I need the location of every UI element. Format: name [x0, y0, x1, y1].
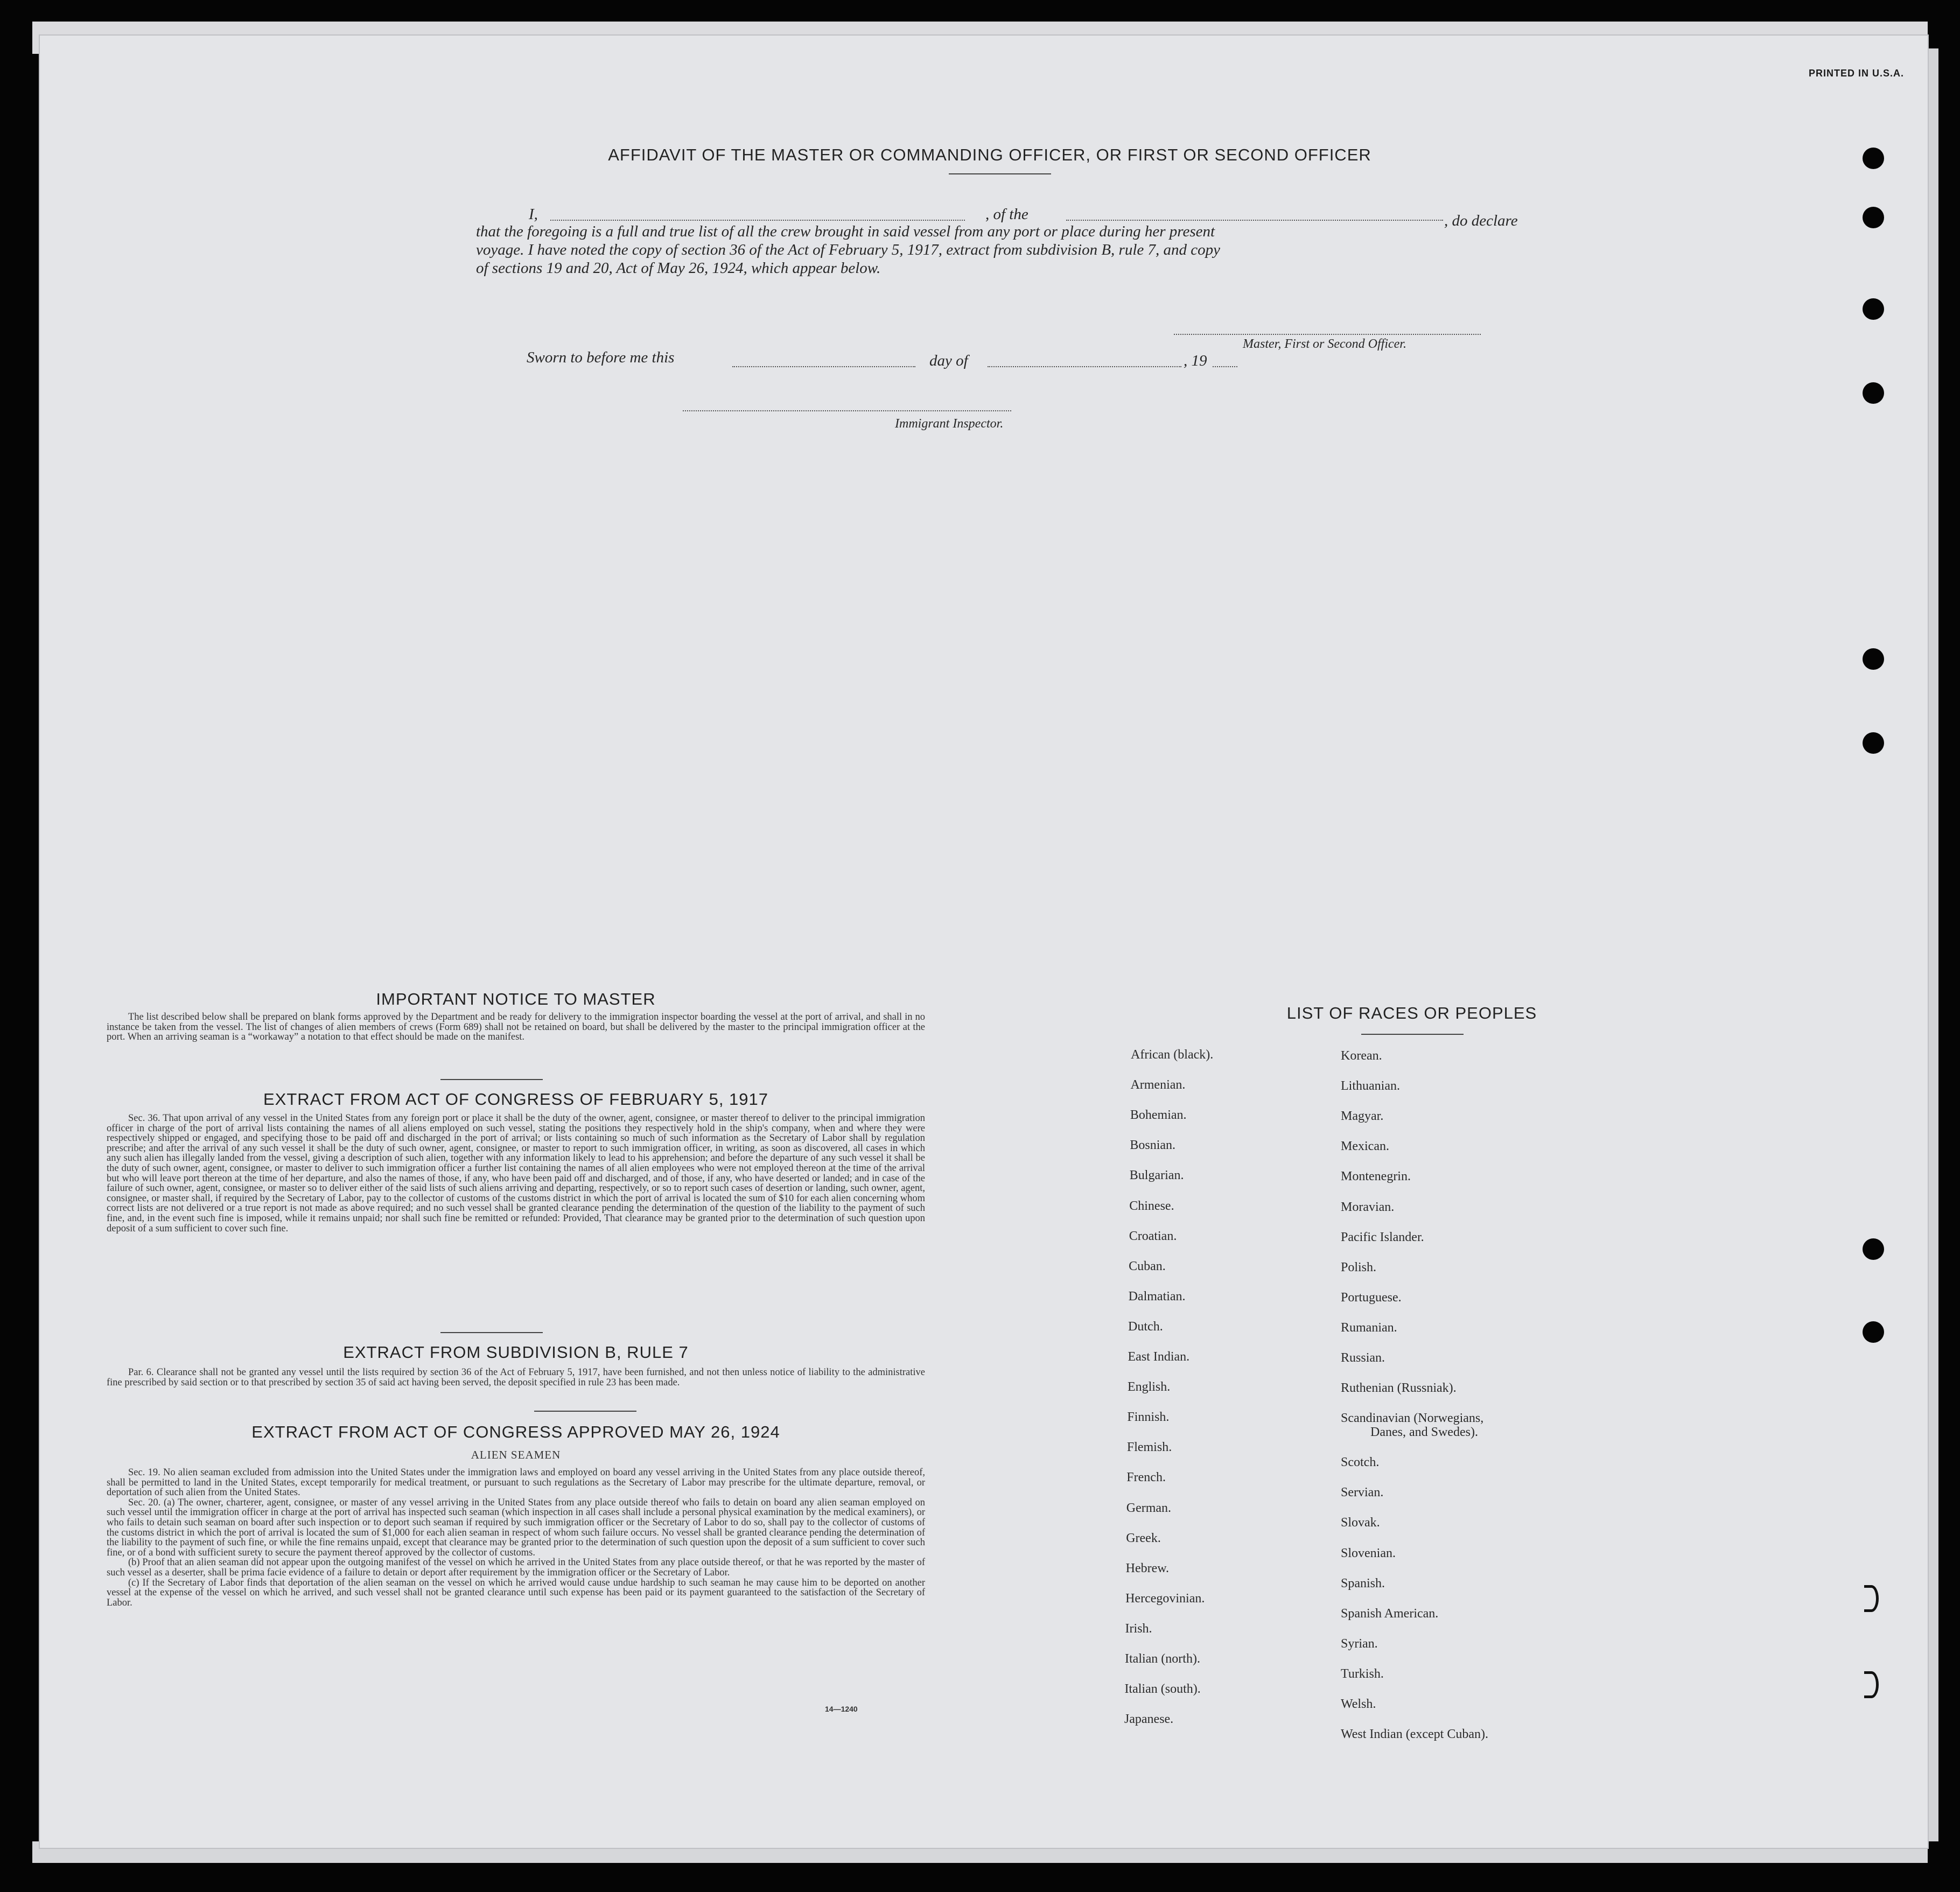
- race-item: Japanese.: [1124, 1712, 1174, 1727]
- race-item: Syrian.: [1341, 1636, 1378, 1651]
- extract-1917-text: [107, 1113, 925, 1234]
- affidavit-line-3: of sections 19 and 20, Act of May 26, 1924, which appear below.: [476, 260, 881, 277]
- race-item: English.: [1127, 1380, 1171, 1395]
- section-20b-paragraph: (b) Proof that an alien seaman did not appear upon the outgoing manifest of the vessel on which he arrived in the United States from any place outside thereof, or that he was reported by the master of such vessel as a deserter, shall be prima facie evidence of a failure to detain or deport after requirement by the immigration officer or the Secretary of Labor.: [107, 1557, 925, 1578]
- race-item: Portuguese.: [1341, 1290, 1402, 1305]
- race-item: Korean.: [1341, 1049, 1382, 1063]
- race-item: Italian (north).: [1125, 1652, 1200, 1666]
- race-item: Turkish.: [1341, 1666, 1384, 1681]
- race-item: Rumanian.: [1341, 1320, 1397, 1335]
- manifest-page: [39, 34, 1929, 1849]
- printed-in-usa-mark: PRINTED IN U.S.A.: [1808, 68, 1904, 79]
- races-title: LIST OF RACES OR PEOPLES: [1286, 1004, 1537, 1022]
- race-item: West Indian (except Cuban).: [1341, 1727, 1488, 1742]
- rule-7-title: EXTRACT FROM SUBDIVISION B, RULE 7: [343, 1343, 689, 1362]
- inspector-signature-line[interactable]: [683, 410, 1011, 411]
- race-item: Bohemian.: [1130, 1108, 1187, 1123]
- race-item: Cuban.: [1129, 1259, 1166, 1273]
- race-item: Magyar.: [1341, 1109, 1384, 1124]
- race-item: Danes, and Swedes).: [1370, 1425, 1478, 1440]
- notice-title: IMPORTANT NOTICE TO MASTER: [376, 990, 656, 1008]
- section-19-paragraph: Sec. 19. No alien seaman excluded from admission into the United States under the immigration laws and employed on board any vessel arriving in the United States from any place outside thereof, shall be permitted to land in the United States, except temporarily for medical treatment, or pursuant to such regulations as the Secretary of Labor may prescribe for the ultimate departure, removal, or deportation of such alien from the United States.: [107, 1467, 925, 1498]
- race-item: Hercegovinian.: [1125, 1591, 1205, 1606]
- affidavit-of-the: , of the: [985, 206, 1028, 223]
- race-item: Dutch.: [1128, 1319, 1163, 1334]
- race-item: Greek.: [1126, 1531, 1161, 1545]
- race-item: Lithuanian.: [1341, 1079, 1400, 1094]
- extract-1924-title: EXTRACT FROM ACT OF CONGRESS APPROVED MAY 26, 1924: [251, 1422, 780, 1441]
- binder-hole-icon: [1863, 732, 1884, 754]
- race-item: Chinese.: [1129, 1199, 1174, 1213]
- race-item: Bulgarian.: [1129, 1168, 1184, 1183]
- binder-hole-icon: [1863, 1238, 1884, 1260]
- notice-rule: [440, 1079, 543, 1080]
- race-item: Irish.: [1125, 1621, 1152, 1636]
- section-36-paragraph: Sec. 36. That upon arrival of any vessel in the United States from any foreign port or place it shall be the duty of the owner, agent, consignee, or master thereof to deliver to the principal immigration officer in charge of the port of arrival lists containing the names of all aliens employed on such vessel, stating the positions they respectively hold in the ship's company, when and where they were respectively shipped or engaged, and specifying those to be paid off and discharged in the port of arrival; or lists containing so much of such information as the Secretary of Labor shall by regulation prescribe; and after the arrival of any such vessel it shall be the duty of such owner, agent, consignee, or master to report to such immigration officer, in writing, as soon as discovered, all cases in which any such alien has illegally landed from the vessel, giving a description of such alien, together with any information likely to lead to his apprehension; and before the departure of any such vessel it shall be the duty of such owner, agent, consignee, or master to deliver to such immigration officer a further list containing the names of all alien employees who were not employed thereon at the time of the arrival but who will leave port thereon at the time of her departure, and also the names of those, if any, who have been paid off and discharged, and of those, if any, who have deserted or landed; and in case of the failure of such owner, agent, consignee, or master so to deliver either of the said lists of such aliens arriving and departing, respectively, or so to report such cases of desertion or landing, such owner, agent, consignee, or master shall, if required by the Secretary of Labor, pay to the collector of customs of the customs district in which the port of arrival is located the sum of $10 for each alien concerning whom correct lists are not delivered or a true report is not made as above required; and no such vessel shall be granted clearance pending the determination of the question of the liability to the payment of such fine, and, in the event such fine is imposed, while it remains unpaid; nor shall such fine be remitted or refunded: Provided, That clearance may be granted prior to the determination of such question upon deposit of a sum sufficient to cover such fine.: [107, 1113, 925, 1234]
- binder-hole-icon: [1864, 1671, 1879, 1698]
- race-item: Spanish.: [1341, 1576, 1385, 1590]
- race-item: Servian.: [1341, 1485, 1384, 1500]
- section-20a-paragraph: Sec. 20. (a) The owner, charterer, agent, consignee, or master of any vessel arriving in the United States from any place outside thereof who fails to detain on board any alien seaman employed on such vessel until the immigration officer in charge at the port of arrival has inspected such seaman (which inspection in all cases shall include a personal physical examination by the medical examiners), or who fails to detain such seaman on board after such inspection or to deport such seaman if required by such immigration officer or the Secretary of Labor to do so, shall pay to the collector of customs of the customs district in which the port of arrival is located the sum of $1,000 for each alien seaman in respect of whom such failure occurs. No vessel shall be granted clearance pending the determination of the liability to the payment of such fine, or while the fine remains unpaid, except that clearance may be granted prior to the determination of such question upon the deposit of a sum sufficient to cover such fine, or of a bond with sufficient surety to secure the payment thereof approved by the collector of customs.: [107, 1497, 925, 1558]
- affidavit-do-declare: , do declare: [1444, 212, 1518, 229]
- sworn-year-blank[interactable]: [1213, 366, 1237, 367]
- affidavit-line-1: that the foregoing is a full and true list of all the crew brought in said vessel from any port or place during her present: [476, 223, 1215, 240]
- section-20c-paragraph: (c) If the Secretary of Labor finds that deportation of the alien seaman on the vessel on which he arrived would cause undue hardship to such seaman he may cause him to be deported on another vessel at the expense of the vessel on which he arrived, and such vessel shall not be granted clearance until such expense has been paid or its payment guaranteed to the satisfaction of the Secretary of Labor.: [107, 1577, 925, 1608]
- form-number: 14—1240: [825, 1705, 858, 1713]
- race-item: African (black).: [1131, 1048, 1214, 1062]
- master-signature-line[interactable]: [1174, 334, 1481, 335]
- race-item: Ruthenian (Russniak).: [1341, 1381, 1457, 1396]
- race-item: Spanish American.: [1341, 1606, 1439, 1621]
- binder-hole-icon: [1864, 1585, 1879, 1612]
- sworn-day-blank[interactable]: [732, 366, 915, 367]
- binder-hole-icon: [1863, 298, 1884, 320]
- binder-hole-icon: [1863, 648, 1884, 670]
- race-item: Welsh.: [1341, 1697, 1376, 1711]
- binder-hole-icon: [1863, 1321, 1884, 1343]
- sworn-label: Sworn to before me this: [527, 349, 675, 366]
- race-item: Pacific Islander.: [1341, 1230, 1424, 1244]
- race-item: Bosnian.: [1130, 1138, 1176, 1153]
- sworn-year-prefix: , 19: [1184, 352, 1207, 369]
- binder-hole-icon: [1863, 207, 1884, 228]
- race-item: Hebrew.: [1125, 1561, 1170, 1575]
- rule-7-text: [107, 1368, 925, 1388]
- affidavit-line-2: voyage. I have noted the copy of section 36 of the Act of February 5, 1917, extract from subdivision B, rule 7, and copy: [476, 241, 1221, 258]
- master-signature-label: Master, First or Second Officer.: [1243, 337, 1406, 351]
- affidavit-title-rule: [949, 173, 1051, 174]
- extract-1917-rule: [440, 1332, 543, 1333]
- inspector-label: Immigrant Inspector.: [895, 417, 1004, 431]
- notice-text: [107, 1012, 925, 1042]
- vessel-blank[interactable]: [1066, 220, 1443, 221]
- binder-hole-icon: [1863, 148, 1884, 169]
- races-title-rule: [1361, 1034, 1464, 1035]
- race-item: Russian.: [1341, 1351, 1385, 1365]
- race-item: Scotch.: [1341, 1455, 1380, 1470]
- race-item: Armenian.: [1130, 1078, 1186, 1092]
- notice-paragraph: The list described below shall be prepared on blank forms approved by the Department and be ready for delivery to the immigration inspector boarding the vessel at the port of arrival, and shall in no instance be taken from the vessel. The list of changes of alien members of crews (Form 689) shall not be retained on board, but shall be delivered by the master to the principal immigration officer at the port. When an arriving seaman is a “workaway” a notation to that effect should be made on the manifest.: [107, 1012, 925, 1043]
- affidavit-title: AFFIDAVIT OF THE MASTER OR COMMANDING OFFICER, OR FIRST OR SECOND OFFICER: [608, 145, 1371, 164]
- rule-7-paragraph: Par. 6. Clearance shall not be granted any vessel until the lists required by section 36 of the Act of February 5, 1917, have been furnished, and not then unless notice of liability to the administrative fine prescribed by said section or to that prescribed by section 35 of said act having been served, the deposit specified in rule 23 has been made.: [107, 1367, 925, 1388]
- race-item: Dalmatian.: [1128, 1289, 1186, 1304]
- sworn-month-blank[interactable]: [988, 366, 1181, 367]
- race-item: Croatian.: [1129, 1229, 1177, 1243]
- race-item: Slovenian.: [1341, 1546, 1396, 1560]
- race-item: Finnish.: [1127, 1410, 1170, 1425]
- race-item: Slovak.: [1341, 1516, 1380, 1530]
- race-item: Montenegrin.: [1341, 1169, 1411, 1184]
- race-item: Moravian.: [1341, 1200, 1395, 1214]
- binder-hole-icon: [1863, 382, 1884, 404]
- race-item: French.: [1126, 1470, 1166, 1485]
- race-item: East Indian.: [1128, 1350, 1190, 1364]
- affidavit-i-label: I,: [529, 206, 538, 223]
- extract-1917-title: EXTRACT FROM ACT OF CONGRESS OF FEBRUARY 5, 1917: [263, 1090, 769, 1109]
- race-item: Mexican.: [1341, 1139, 1389, 1154]
- extract-1924-text: [107, 1468, 925, 1608]
- name-blank[interactable]: [550, 220, 965, 221]
- race-item: Italian (south).: [1124, 1682, 1201, 1697]
- rule-7-rule: [534, 1411, 636, 1412]
- race-item: Scandinavian (Norwegians,: [1341, 1411, 1484, 1426]
- race-item: Polish.: [1341, 1260, 1377, 1274]
- race-item: Flemish.: [1126, 1440, 1172, 1455]
- alien-seamen-subtitle: ALIEN SEAMEN: [471, 1448, 561, 1461]
- sworn-day-of: day of: [929, 352, 968, 369]
- race-item: German.: [1126, 1501, 1172, 1515]
